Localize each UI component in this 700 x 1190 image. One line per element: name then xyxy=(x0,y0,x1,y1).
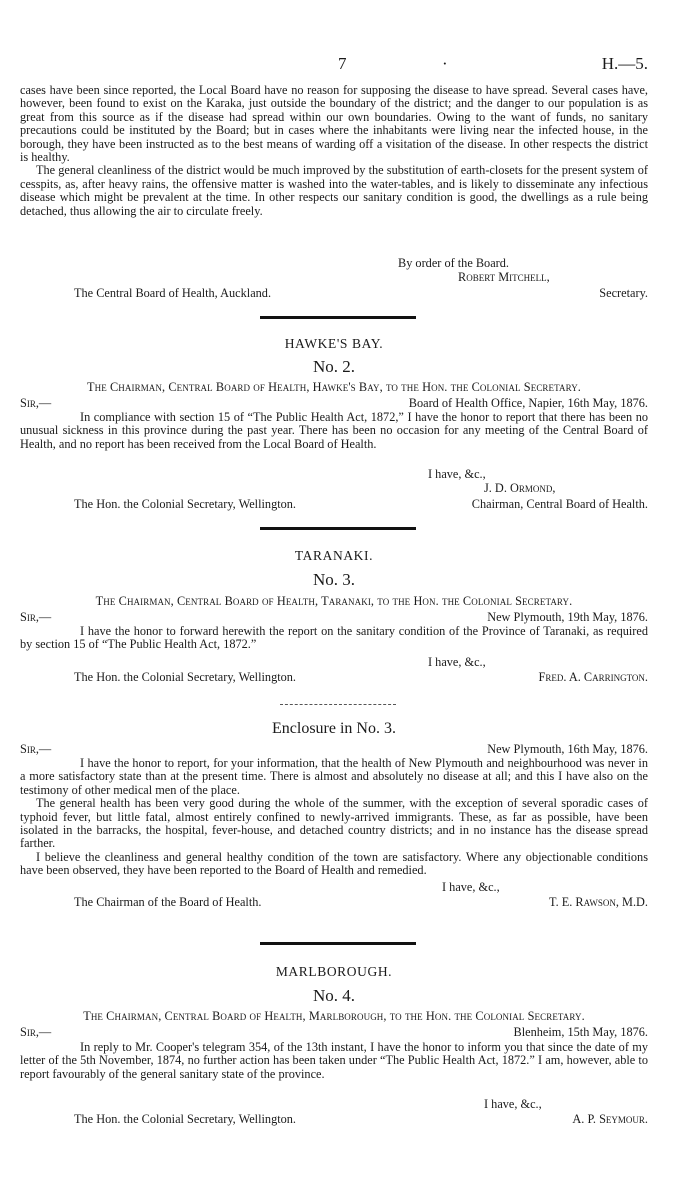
signatory-title-secretary: Secretary. xyxy=(599,286,648,300)
salutation: Sir,— xyxy=(20,1025,52,1039)
salutation: Sir,— xyxy=(20,742,52,756)
hawkes-bay-title-line: The Chairman, Central Board of Health, Hawke's Bay, to the Hon. the Colonial Secretary. xyxy=(87,380,581,394)
addressee-auckland: The Central Board of Health, Auckland. xyxy=(74,286,272,300)
taranaki-heading: TARANAKI. xyxy=(294,548,374,563)
hawkes-bay-number: No. 2. xyxy=(312,357,356,376)
taranaki-title-line: The Chairman, Central Board of Health, Taranaki, to the Hon. the Colonial Secretary. xyxy=(95,594,573,608)
marlborough-title-line: The Chairman, Central Board of Health, Marlborough, to the Hon. the Colonial Secretary. xyxy=(83,1009,585,1023)
enclosure-body xyxy=(20,757,648,878)
closing-line: I have, &c., xyxy=(428,467,486,481)
letter-location-date: Board of Health Office, Napier, 16th May, 1876. xyxy=(408,396,648,410)
enclosure-paragraph-2: The general health has been very good during the whole of the summer, with the exception of several sporadic cases of typhoid fever, but little fatal, almost entirely confined to newly-arrived immigrants. These, as far as possible, have been isolated in the barracks, the hospital, fever-house, and detached country districts; and in no instance has the disease spread farther. xyxy=(20,796,648,851)
enclosure-heading: Enclosure in No. 3. xyxy=(272,720,396,737)
marlborough-body: In reply to Mr. Cooper's telegram 354, of the 13th instant, I have the honor to inform you that since the date of my letter of the 5th November, 1874, no further action has been taken under “The Public Health Act, 1872.” I am, however, able to report favourably of the general sanitary state of the province. xyxy=(20,1040,648,1081)
addressee-wellington: The Hon. the Colonial Secretary, Wellington. xyxy=(74,1112,297,1126)
salutation: Sir,— xyxy=(20,610,52,624)
hawkes-bay-body: In compliance with section 15 of “The Public Health Act, 1872,” I have the honor to report that there has been no unusual sickness in this province during the past year. There has been no occasion for any meeting of the Central Board of Health, and no report has been received from the Local Board of Health. xyxy=(20,410,648,451)
salutation: Sir,— xyxy=(20,396,52,410)
section-divider xyxy=(260,942,416,945)
signatory-carrington: Fred. A. Carrington. xyxy=(538,670,648,684)
signatory-rawson: T. E. Rawson, M.D. xyxy=(549,895,648,909)
addressee-wellington: The Hon. the Colonial Secretary, Wellington. xyxy=(74,670,297,684)
addressee-wellington: The Hon. the Colonial Secretary, Wellington. xyxy=(74,497,297,511)
marlborough-heading: MARLBOROUGH. xyxy=(275,964,393,979)
document-reference: H.—5. xyxy=(601,54,648,73)
signatory-mitchell: Robert Mitchell, xyxy=(458,270,550,284)
closing-line: I have, &c., xyxy=(428,655,486,669)
taranaki-number: No. 3. xyxy=(312,570,356,589)
taranaki-body: I have the honor to forward herewith the report on the sanitary condition of the Province of Taranaki, as required by section 15 of “The Public Health Act, 1872.” xyxy=(20,624,648,652)
page-number: 7 xyxy=(338,54,347,73)
closing-line: I have, &c., xyxy=(484,1097,542,1111)
letter-location-date: Blenheim, 15th May, 1876. xyxy=(513,1025,648,1039)
by-order-line: By order of the Board. xyxy=(398,256,509,270)
section-divider xyxy=(260,316,416,319)
signatory-title-chairman: Chairman, Central Board of Health. xyxy=(471,497,648,511)
auckland-paragraph-2: The general cleanliness of the district would be much improved by the substitution of earth-closets for the present system of cesspits, as, after heavy rains, the offensive matter is washed into the water-tables, and is likely to disseminate any infectious disease which might be prevalent at the time. In other respects our sanitary condition is good, the dwellings as a rule being detached, thus allowing the air to circulate freely. xyxy=(20,163,648,218)
enclosure-paragraph-3: I believe the cleanliness and general healthy condition of the town are satisfactory. Where any objectionable conditions have been observed, they have been reported to the Board of Health and remedied. xyxy=(20,849,648,878)
header-dot: · xyxy=(442,54,448,73)
addressee-chairman: The Chairman of the Board of Health. xyxy=(74,895,262,909)
hawkes-bay-heading: HAWKE'S BAY. xyxy=(284,336,384,351)
signatory-seymour: A. P. Seymour. xyxy=(572,1112,648,1126)
document-page xyxy=(20,0,648,1190)
letter-location-date: New Plymouth, 16th May, 1876. xyxy=(487,742,648,756)
letter-location-date: New Plymouth, 19th May, 1876. xyxy=(487,610,648,624)
enclosure-divider xyxy=(280,704,396,706)
closing-line: I have, &c., xyxy=(442,880,500,894)
signatory-ormond: J. D. Ormond, xyxy=(484,481,556,495)
enclosure-paragraph-1: I have the honor to report, for your information, that the health of New Plymouth and neighbourhood was never in a more satisfactory state than at the present time. There is almost and absolutely no disease at all; and this I have also on the testimony of other medical men of the place. xyxy=(20,756,648,797)
auckland-report-body xyxy=(20,84,648,218)
section-divider xyxy=(260,527,416,530)
auckland-paragraph-1: cases have been since reported, the Local Board have no reason for supposing the disease to have spread. Several cases have, however, been found to exist on the Karaka, just outside the boundary of the district; and the danger to our population is as great from this source as if the disease had spread within our own boundaries. Owing to the want of funds, no sanitary precautions could be instituted by the Board; but in cases where the inhabitants were living near the infected house, in the borough, they have been instructed as to the best means of warding off a visitation of the disease. In other respects the district is healthy. xyxy=(20,83,648,165)
marlborough-number: No. 4. xyxy=(312,986,356,1005)
